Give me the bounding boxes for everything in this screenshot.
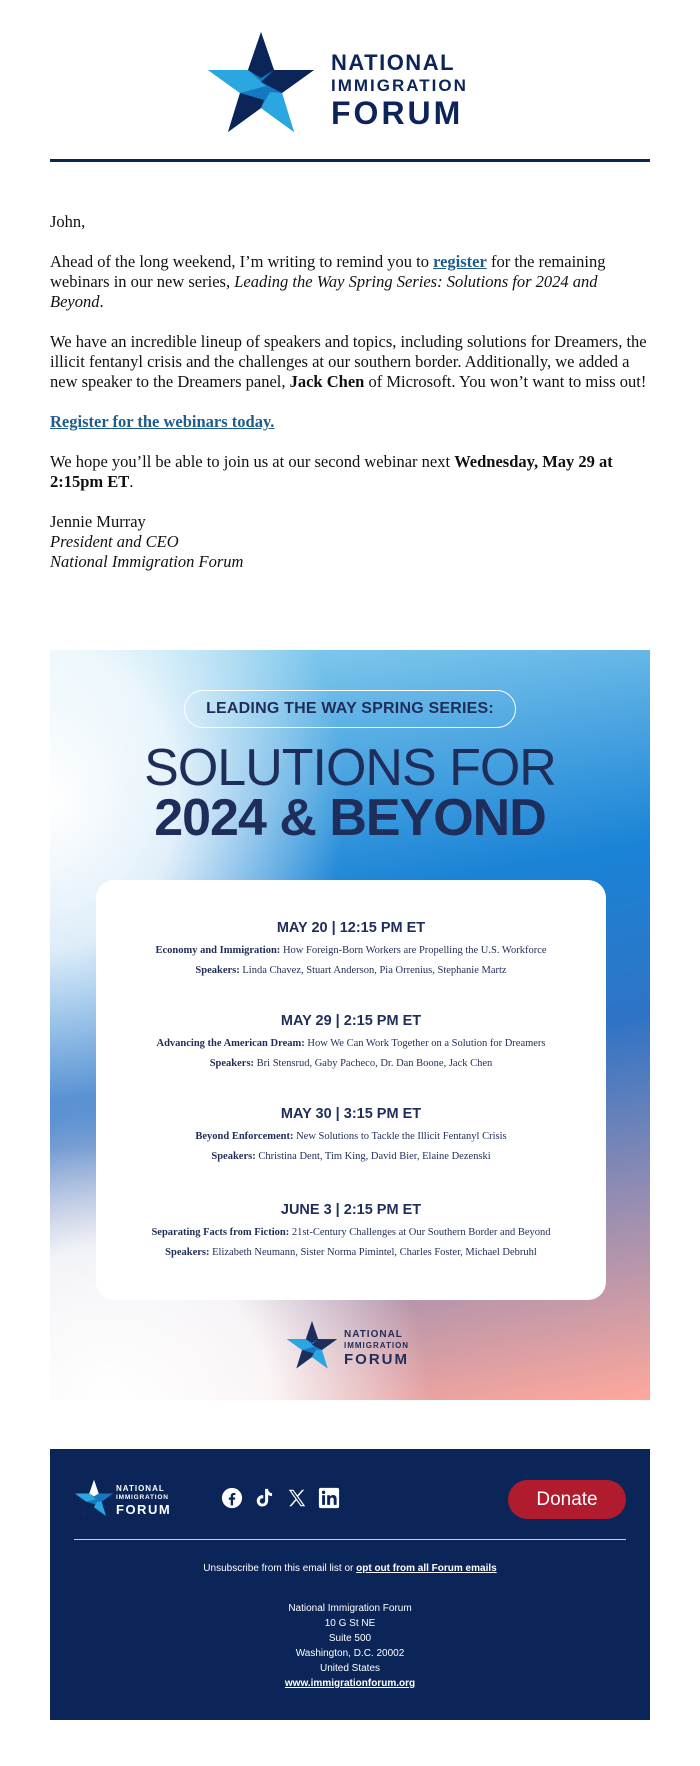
x-icon[interactable] (286, 1487, 308, 1509)
event-speakers: Speakers: Bri Stensrud, Gaby Pacheco, Dr. Dan Boone, Jack Chen (209, 1058, 493, 1069)
footer-logo[interactable] (74, 1479, 184, 1519)
headline-line1: SOLUTIONS FOR (144, 739, 556, 797)
event-date: MAY 30 | 3:15 PM ET (280, 1106, 422, 1122)
signature (50, 512, 650, 572)
event-item (96, 1202, 606, 1266)
event-item (96, 920, 606, 984)
logo-line3: FORUM (344, 1351, 409, 1368)
logo-line2: IMMIGRATION (344, 1341, 410, 1350)
event-date: JUNE 3 | 2:15 PM ET (280, 1202, 422, 1218)
register-link[interactable]: register (433, 252, 487, 271)
website-link[interactable]: www.immigrationforum.org (284, 1678, 416, 1689)
linkedin-icon[interactable] (318, 1487, 340, 1509)
event-item (96, 1106, 606, 1170)
paragraph-2: We have an incredible lineup of speakers and topics, including solutions for Dreamers, the illicit fentanyl crisis and the challenges at our southern border. Additionally, we added a new speaker to the Dreamers panel, Jack Chen of Microsoft. You won’t want to miss out! (50, 332, 647, 391)
mailing-address (50, 1601, 650, 1691)
star-icon (74, 1479, 114, 1517)
greeting: John, (50, 212, 86, 231)
star-icon (206, 30, 316, 135)
series-pill: LEADING THE WAY SPRING SERIES: (184, 690, 516, 728)
opt-out-link[interactable]: opt out from all Forum emails (356, 1563, 497, 1574)
event-speakers: Speakers: Christina Dent, Tim King, David Bier, Elaine Dezenski (211, 1151, 491, 1162)
address-org: National Immigration Forum (288, 1603, 412, 1614)
signature-title: President and CEO (50, 532, 179, 551)
series-title: Leading the Way Spring Series: Solutions for 2024 and Beyond (50, 272, 598, 311)
letter-body (50, 212, 650, 572)
facebook-icon[interactable] (221, 1487, 243, 1509)
speaker-name: Jack Chen (289, 372, 365, 391)
logo-line3: FORUM (116, 1501, 172, 1517)
event-date: MAY 29 | 2:15 PM ET (280, 1013, 422, 1029)
event-topic: Advancing the American Dream: How We Can Work Together on a Solution for Dreamers (156, 1038, 546, 1049)
event-topic: Beyond Enforcement: New Solutions to Tackle the Illicit Fentanyl Crisis (195, 1131, 507, 1142)
event-speakers: Speakers: Linda Chavez, Stuart Anderson, Pia Orrenius, Stephanie Martz (195, 965, 507, 976)
unsubscribe-line: Unsubscribe from this email list or opt out from all Forum emails (203, 1563, 497, 1574)
paragraph-3: We hope you’ll be able to join us at our second webinar next Wednesday, May 29 at 2:15pm ET. (50, 452, 613, 491)
email-header (50, 0, 650, 165)
signature-name: Jennie Murray (50, 512, 146, 531)
address-city: Washington, D.C. 20002 (295, 1648, 405, 1659)
register-webinars-link[interactable]: Register for the webinars today. (50, 412, 275, 431)
webinar-date: Wednesday, May 29 at 2:15pm ET (50, 452, 613, 491)
schedule-card (96, 880, 606, 1300)
logo-line1: NATIONAL (344, 1329, 403, 1340)
donate-button[interactable]: Donate (508, 1480, 626, 1519)
header-divider (50, 159, 650, 162)
logo-line3: FORUM (331, 95, 464, 131)
star-icon (286, 1320, 338, 1370)
tiktok-icon[interactable] (253, 1487, 275, 1509)
logo-line1: NATIONAL (116, 1484, 165, 1493)
event-speakers: Speakers: Elizabeth Neumann, Sister Norma Pimintel, Charles Foster, Michael Debruhl (165, 1247, 537, 1258)
address-suite: Suite 500 (328, 1633, 372, 1644)
event-item (96, 1013, 606, 1077)
email-footer (50, 1449, 650, 1720)
cta-paragraph (50, 412, 650, 432)
footer-divider (74, 1539, 626, 1540)
paragraph-1: Ahead of the long weekend, I’m writing to remind you to register for the remaining webinars in our new series, Leading the Way Spring Series: Solutions for 2024 and Beyond. (50, 252, 606, 311)
banner-logo (286, 1320, 426, 1374)
headline-line2: 2024 & BEYOND (154, 789, 546, 847)
logo-line2: IMMIGRATION (331, 76, 468, 95)
signature-org: National Immigration Forum (50, 552, 244, 571)
webinar-series-banner[interactable] (50, 650, 650, 1400)
event-topic: Separating Facts from Fiction: 21st-Century Challenges at Our Southern Border and Beyond (151, 1227, 551, 1238)
forum-logo[interactable] (206, 30, 506, 135)
address-street: 10 G St NE (324, 1618, 376, 1629)
event-topic: Economy and Immigration: How Foreign-Born Workers are Propelling the U.S. Workforce (155, 945, 547, 956)
logo-line1: NATIONAL (331, 50, 456, 75)
event-date: MAY 20 | 12:15 PM ET (276, 920, 426, 936)
logo-line2: IMMIGRATION (116, 1494, 169, 1501)
address-country: United States (319, 1663, 381, 1674)
